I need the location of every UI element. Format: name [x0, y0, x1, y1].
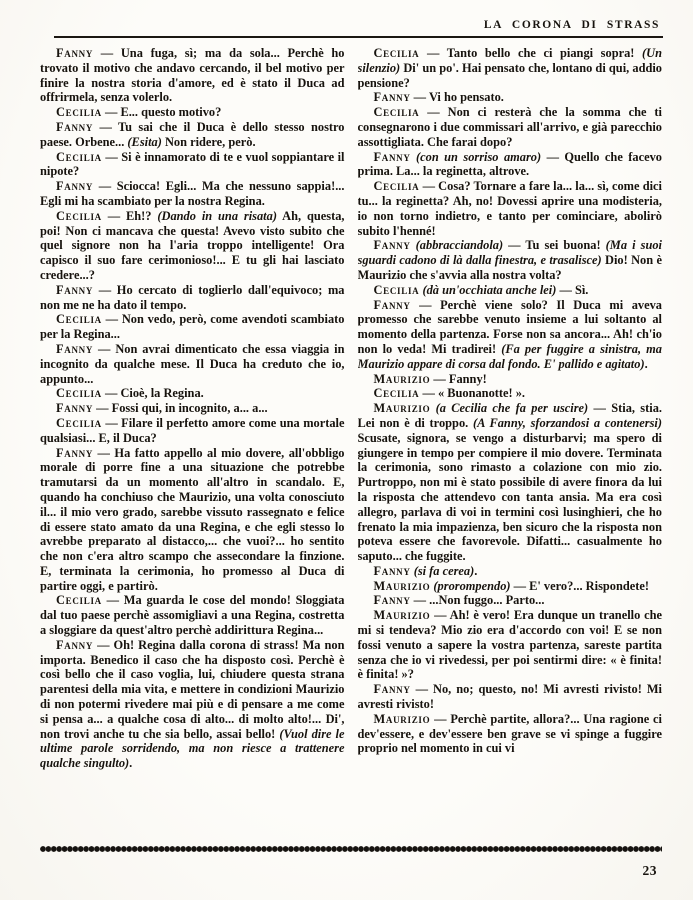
- dialogue-paragraph: Fanny — Fossi qui, in incognito, a... a...: [56, 401, 268, 416]
- stage-direction: (abbracciandola): [415, 238, 504, 253]
- stage-direction: (dà un'occhiata anche lei): [422, 282, 557, 297]
- speaker-name: Fanny: [373, 593, 411, 608]
- dialogue-paragraph: Cecilia — Non ci resterà che la somma che ti consegnarono i due commissari all'arrivo, e già parecchio assottigliata. Che farai dopo?: [357, 105, 662, 149]
- speaker-name: Cecilia: [56, 149, 102, 164]
- speaker-name: Cecilia: [373, 46, 420, 60]
- speaker-name: Cecilia: [56, 593, 102, 608]
- dialogue-paragraph: Fanny (abbracciandola) — Tu sei buona! (Ma i suoi sguardi cadono di là dalla finestra, e trasalisce) Dio! Non è Maurizio che s'avvia alla nostra volta?: [357, 238, 662, 282]
- dialogue-paragraph: Cecilia — Ma guarda le cose del mondo! Sloggiata dal tuo paese perchè assomigliavi a una Regina, costretta a sloggiare da quest'altro perchè addirittura Regina...: [40, 593, 345, 638]
- speaker-name: Maurizio: [373, 371, 431, 386]
- speaker-name: Fanny: [56, 282, 94, 297]
- speaker-name: Maurizio: [373, 401, 431, 416]
- speaker-name: Cecilia: [373, 105, 420, 120]
- dialogue-paragraph: Cecilia — Tanto bello che ci piangi sopra! (Un silenzio) Di' un po'. Hai pensato che, lontano di qui, addio pensione?: [357, 46, 662, 90]
- stage-direction: (prorompendo): [433, 578, 511, 593]
- bottom-ornament-rule: [40, 846, 662, 852]
- stage-direction: (a Cecilia che fa per uscire): [435, 401, 589, 416]
- stage-direction: (Dando in una risata): [157, 208, 277, 223]
- dialogue-paragraph: Cecilia — Filare il perfetto amore come una mortale qualsiasi... E, il Duca?: [40, 415, 345, 445]
- dialogue-paragraph: Cecilia — Eh!? (Dando in una risata) Ah, questa, poi! Non ci mancava che questa! Avevo visto subito che quel signore non ha l'aria troppo intelligente! Ora capisco il suo fare cerimonioso!... E tu gli hai lasciato credere...?: [40, 208, 345, 282]
- page-number: 23: [642, 863, 657, 878]
- stage-direction: (A Fanny, sforzandosi a contenersi): [473, 415, 662, 430]
- speaker-name: Fanny: [56, 445, 94, 460]
- dialogue-paragraph: Fanny — Non avrai dimenticato che essa viaggia in incognito da qualche mese. Il Duca ha creduto che io, appunto...: [40, 341, 345, 386]
- speaker-name: Fanny: [56, 46, 94, 60]
- speaker-name: Fanny: [56, 341, 94, 356]
- stage-direction: (Un silenzio): [357, 46, 662, 75]
- dialogue-paragraph: Maurizio (prorompendo) — E' vero?... Rispondete!: [373, 578, 650, 593]
- dialogue-paragraph: Fanny — ...Non fuggo... Parto...: [373, 593, 545, 608]
- speaker-name: Cecilia: [373, 282, 420, 297]
- dialogue-paragraph: Fanny (con un sorriso amaro) — Quello che facevo prima. La... la reginetta, altrove.: [357, 149, 662, 179]
- speaker-name: Cecilia: [56, 386, 102, 401]
- dialogue-paragraph: Maurizio — Fanny!: [373, 371, 487, 386]
- speaker-name: Cecilia: [373, 179, 420, 194]
- dialogue-paragraph: Cecilia — Non vedo, però, come avendoti scambiato per la Regina...: [40, 312, 345, 342]
- stage-direction: (Vuol dire le ultime parole sorridendo, ma non riesce a trattenere qualche singulto): [40, 726, 345, 771]
- speaker-name: Fanny: [373, 238, 411, 253]
- speaker-name: Fanny: [373, 149, 411, 164]
- speaker-name: Fanny: [56, 401, 94, 416]
- speaker-name: Maurizio: [373, 608, 431, 623]
- dialogue-paragraph: Fanny — No, no; questo, no! Mi avresti rivisto! Mi avresti rivisto!: [357, 682, 662, 712]
- dialogue-paragraph: Fanny — Oh! Regina dalla corona di strass! Ma non importa. Benedico il caso che ha disposto così. Perchè è così bello che il caso voglia, lui, chiudere questa strana parentesi della mia vita, e mettere in condizioni Maurizio di non potermi rivedere mai più e di pensare a me come si pensa a... a qualche cosa di alto... di molto alto!... Di', non trovi anche tu che sia bello, assai bello! (Vuol dire le ultime parole sorridendo, ma non riesce a trattenere qualche singulto).: [40, 637, 345, 771]
- dialogue-paragraph: Maurizio (a Cecilia che fa per uscire) — Stia, stia. Lei non è di troppo. (A Fanny, sforzandosi a contenersi) Scusate, signora, se vengo a disturbarvi; ma spero di giungere in tempo per compiere il mio dovere. Terminata la cerimonia, sono rimasto a colazione con mio zio. Purtroppo, non mi è stato possibile di avere finora da lui la risposta che attendevo con tanta ansia. Ma era così allegro, parlava di voi in termini così lusinghieri, che ho frenato la mia impazienza, ben sicuro che la risposta non poteva essere che favorevole. Difatti... casualmente ho saputo... che fuggite.: [357, 401, 662, 564]
- dialogue-paragraph: Cecilia — Cioè, la Regina.: [56, 386, 204, 401]
- dialogue-paragraph: Fanny (si fa cerea).: [373, 563, 478, 578]
- dialogue-paragraph: Cecilia (dà un'occhiata anche lei) — Sì.: [373, 282, 589, 297]
- stage-direction: (si fa cerea): [413, 563, 475, 578]
- dialogue-paragraph: Cecilia — Si è innamorato di te e vuol soppiantare il nipote?: [40, 149, 345, 179]
- dialogue-paragraph: Maurizio — Perchè partite, allora?... Una ragione ci dev'essere, e dev'essere ben grave se vi spinge a fuggire proprio nel momento in cui vi: [357, 711, 662, 756]
- dialogue-paragraph: Fanny — Vi ho pensato.: [373, 90, 504, 105]
- dialogue-paragraph: Fanny — Tu sai che il Duca è dello stesso nostro paese. Orbene... (Esita) Non ridere, però.: [40, 119, 345, 149]
- dialogue-paragraph: Cecilia — E... questo motivo?: [56, 105, 222, 120]
- speaker-name: Cecilia: [56, 208, 102, 223]
- dialogue-paragraph: Cecilia — « Buonanotte! ».: [373, 386, 526, 401]
- left-column: [40, 46, 345, 845]
- dialogue-paragraph: Fanny — Sciocca! Egli... Ma che nessuno sappia!... Egli mi ha scambiato per la nostra Regina.: [40, 179, 345, 208]
- speaker-name: Fanny: [56, 637, 94, 652]
- stage-direction: (Ma i suoi sguardi cadono di là dalla finestra, e trasalisce): [357, 238, 662, 268]
- speaker-name: Cecilia: [56, 312, 102, 327]
- stage-direction: (Esita): [127, 134, 162, 149]
- dialogue-paragraph: Fanny — Ha fatto appello al mio dovere, all'obbligo morale di porre fine a una situazione che potrebbe tramutarsi da un momento all'altro in scandalo. E, quando ha conchiuso che Maurizio, una volta conosciuto il... il mio vero grado, sarebbe vissuto rassegnato e felice di essere stato amato da una Regina, e che egli stesso lo avrebbe preparato al distacco,... che vuoi?... ho sentito che non c'era altro scampo che assecondare la finzione. E, terminata la cerimonia, ho promesso al Duca di partire oggi, e partirò.: [40, 445, 345, 593]
- speaker-name: Cecilia: [373, 386, 420, 401]
- stage-direction: (Fa per fuggire a sinistra, ma Maurizio appare di corsa dal fondo. E' pallido e agitato): [357, 341, 662, 371]
- speaker-name: Cecilia: [56, 105, 102, 120]
- running-title: LA CORONA DI STRASS: [483, 19, 660, 31]
- speaker-name: Fanny: [373, 563, 411, 578]
- speaker-name: Cecilia: [56, 415, 102, 430]
- speaker-name: Fanny: [56, 119, 94, 134]
- right-column: [358, 46, 663, 845]
- speaker-name: Fanny: [373, 682, 411, 697]
- speaker-name: Maurizio: [373, 711, 431, 726]
- header-rule: [54, 36, 663, 38]
- dialogue-paragraph: Fanny — Una fuga, sì; ma da sola... Perchè ho trovato il motivo che andavo cercando, il bel motivo per finire la nostra storia d'amore, ed è stato il Duca ad offrirmela, senza volerlo.: [40, 46, 345, 105]
- speaker-name: Fanny: [56, 179, 94, 194]
- dialogue-paragraph: Maurizio — Ah! è vero! Era dunque un tranello che mi si tendeva? Mio zio era d'accordo con voi! E se non fossi venuto a sapere la vostra partenza, sareste partita senza che io vi rivedessi, per poi sentirmi dire: « è finita! è finita! »?: [357, 608, 662, 682]
- speaker-name: Maurizio: [373, 578, 431, 593]
- text-columns: [40, 46, 662, 845]
- stage-direction: (con un sorriso amaro): [416, 149, 542, 164]
- speaker-name: Fanny: [373, 297, 411, 312]
- dialogue-paragraph: Fanny — Ho cercato di toglierlo dall'equivoco; ma non me ne ha dato il tempo.: [40, 282, 345, 312]
- dialogue-paragraph: Cecilia — Cosa? Tornare a fare la... la... sì, come dici tu... la reginetta? Ah, no! Dovessi aprire una modisteria, io non torno indietro, e tanto per cominciare, abolirò subito l'henné!: [357, 179, 662, 238]
- dialogue-paragraph: Fanny — Perchè viene solo? Il Duca mi aveva promesso che sarebbe venuto insieme a lui soltanto al momento della partenza. Forse non sa ancora... Ah! ch'io non lo veda! Mi tradirei! (Fa per fuggire a sinistra, ma Maurizio appare di corsa dal fondo. E' pallido e agitato).: [357, 297, 662, 371]
- speaker-name: Fanny: [373, 90, 411, 105]
